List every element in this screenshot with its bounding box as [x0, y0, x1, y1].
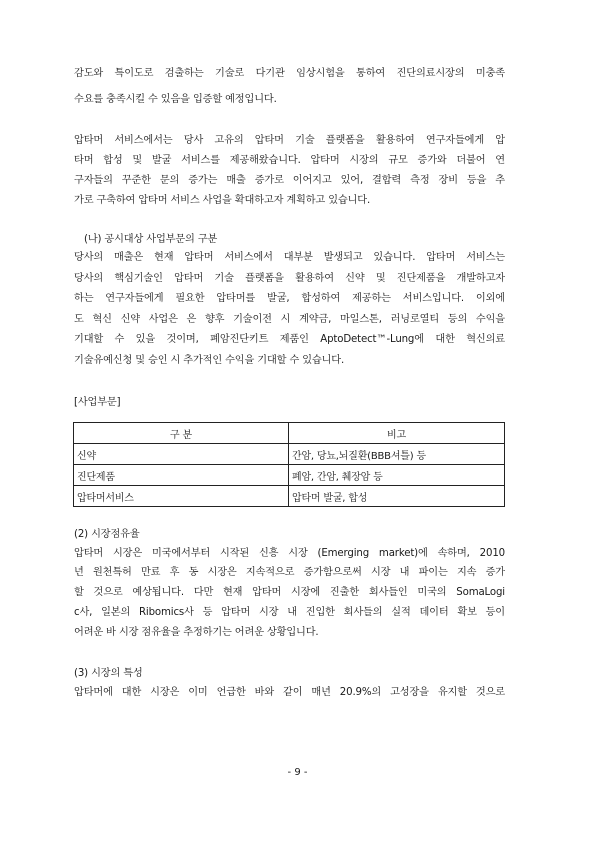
business-segment-table [73, 422, 505, 507]
paragraph-line: 감도와 특이도로 검출하는 기술로 다기관 임상시험을 통하여 진단의료시장의 미충족 [74, 68, 505, 79]
table-header-cell: 구 분 [74, 423, 289, 444]
paragraph-line: 당사의 매출은 현재 압타머 서비스에서 대부분 발생되고 있습니다. 압타머 서비스는 [74, 252, 505, 263]
paragraph-line: 가로 구축하여 압타머 서비스 사업을 확대하고자 계획하고 있습니다. [74, 195, 371, 206]
paragraph-line: 어려운 바 시장 점유율을 추정하기는 어려운 상황입니다. [74, 627, 319, 638]
table-cell: 압타머 발굴, 합성 [289, 486, 505, 507]
table-caption: [사업부문] [74, 397, 121, 408]
paragraph-line: 당사의 핵심기술인 압타머 기술 플랫폼을 활용하여 신약 및 진단제품을 개발하고자 [74, 273, 505, 284]
table-cell: 신약 [74, 444, 289, 465]
paragraph-line: 하는 연구자들에게 필요한 압타머를 발굴, 합성하여 제공하는 서비스입니다. 이외에 [74, 293, 505, 304]
table-cell: 폐암, 간암, 췌장암 등 [289, 465, 505, 486]
page-number: - 9 - [287, 767, 308, 778]
table-cell: 간암, 당뇨,뇌질환(BBB셔틀) 등 [289, 444, 505, 465]
table-cell: 압타머서비스 [74, 486, 289, 507]
table-row [74, 486, 505, 507]
paragraph-line: 기술유예신청 및 승인 시 추가적인 수익을 기대할 수 있습니다. [74, 355, 345, 366]
paragraph-line: c사, 일본의 Ribomics사 등 압타머 시장 내 진입한 회사들의 실적 데이터 확보 등이 [74, 607, 505, 618]
paragraph-line: 압타머 서비스에서는 당사 고유의 압타머 기술 플랫폼을 활용하여 연구자들에게 압 [74, 135, 505, 146]
table-row [74, 465, 505, 486]
section-heading: (3) 시장의 특성 [74, 668, 143, 679]
paragraph-line: 년 원천특허 만료 후 동 시장은 지속적으로 증가함으로써 시장 내 파이는 지속 증가 [74, 567, 505, 578]
paragraph-line: 압타머 시장은 미국에서부터 시작된 신흥 시장 (Emerging market)에 속하며, 2010 [74, 548, 505, 559]
table-cell: 진단제품 [74, 465, 289, 486]
table-row [74, 444, 505, 465]
table-header-row [74, 423, 505, 444]
paragraph-line: 타머 합성 및 발굴 서비스를 제공해왔습니다. 압타머 시장의 규모 증가와 더불어 연 [74, 155, 505, 166]
section-heading: (2) 시장점유율 [74, 529, 140, 540]
table-header-cell: 비고 [289, 423, 505, 444]
paragraph-line: 수요를 충족시킬 수 있음을 입증할 예정입니다. [74, 94, 277, 105]
paragraph-line: 구자들의 꾸준한 문의 증가는 매출 증가로 이어지고 있어, 결합력 측정 장비 등을 추 [74, 175, 505, 186]
paragraph-line: 할 것으로 예상됩니다. 다만 현재 압타머 시장에 진출한 회사들인 미국의 SomaLogi [74, 587, 505, 598]
paragraph-line: 기대할 수 있을 것이며, 폐암진단키트 제품인 AptoDetect™-Lung에 대한 혁신의료 [74, 334, 505, 345]
paragraph-line: 압타머에 대한 시장은 이미 언급한 바와 같이 매년 20.9%의 고성장을 유지할 것으로 [74, 687, 505, 698]
paragraph-line: 도 혁신 신약 사업은 은 향후 기술이전 시 계약금, 마일스톤, 러닝로열티 등의 수익을 [74, 314, 505, 325]
section-heading: (나) 공시대상 사업부문의 구분 [84, 234, 218, 245]
